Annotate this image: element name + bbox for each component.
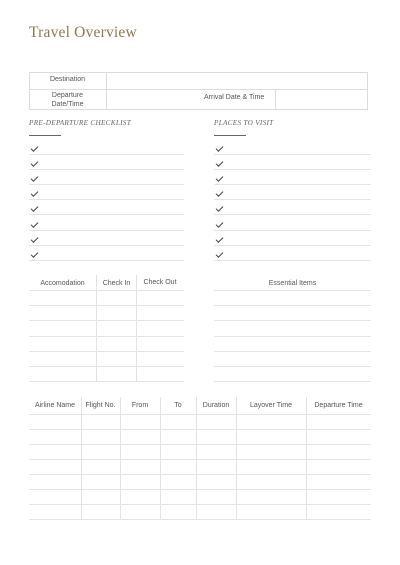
flight-header-departure-time: Departure Time: [314, 402, 363, 409]
flight-column-divider: [120, 397, 121, 519]
flight-row-rule: [29, 519, 371, 520]
essentials-row-rule: [214, 366, 371, 367]
places-item[interactable]: [214, 185, 371, 199]
flight-row-rule: [29, 474, 371, 475]
flight-row-rule: [29, 459, 371, 460]
places-item[interactable]: [214, 155, 371, 169]
checklist-item[interactable]: [29, 185, 184, 199]
departure-label: Departure Date/Time: [51, 92, 84, 108]
accommodation-row-rule: [29, 320, 184, 321]
essentials-row-rule: [214, 290, 371, 291]
checklist-item[interactable]: [29, 140, 184, 154]
accommodation-row-rule: [29, 336, 184, 337]
arrival-field[interactable]: [276, 90, 366, 109]
flight-header-flight-no: Flight No.: [85, 402, 116, 409]
flight-column-divider: [306, 397, 307, 519]
flight-header-from: From: [131, 402, 149, 409]
places-title-rule: [214, 135, 246, 136]
essentials-row-rule: [214, 305, 371, 306]
flight-header-duration: Duration: [202, 402, 230, 409]
check-in-header: Check In: [102, 280, 131, 287]
essentials-row-rule: [214, 336, 371, 337]
checklist-title-rule: [29, 135, 61, 136]
essentials-row-rule: [214, 320, 371, 321]
essentials-row-rule: [214, 381, 371, 382]
arrival-label: Arrival Date & Time: [204, 94, 265, 101]
places-item[interactable]: [214, 200, 371, 214]
checklist-item[interactable]: [29, 155, 184, 169]
destination-field[interactable]: [107, 73, 366, 89]
checklist-item[interactable]: [29, 200, 184, 214]
accommodation-row-rule: [29, 381, 184, 382]
flight-row-rule: [29, 429, 371, 430]
places-item[interactable]: [214, 246, 371, 260]
flight-row-rule: [29, 489, 371, 490]
places-item[interactable]: [214, 170, 371, 184]
checklist-title: PRE-DEPARTURE CHECKLIST: [29, 119, 131, 127]
essentials-row-rule: [214, 351, 371, 352]
flight-header-to: To: [174, 402, 182, 409]
places-rule: [214, 260, 371, 261]
places-item[interactable]: [214, 216, 371, 230]
checklist-item[interactable]: [29, 246, 184, 260]
overview-border-bottom: [29, 109, 367, 110]
places-item[interactable]: [214, 231, 371, 245]
flight-row-rule: [29, 414, 371, 415]
flight-column-divider: [236, 397, 237, 519]
flight-header-layover-time: Layover Time: [249, 402, 293, 409]
accommodation-row-rule: [29, 366, 184, 367]
check-out-header: Check Out: [143, 279, 177, 286]
places-title: PLACES TO VISIT: [214, 119, 274, 127]
flight-header-airline-name: Airline Name: [34, 402, 76, 409]
checklist-item[interactable]: [29, 170, 184, 184]
accommodation-row-rule: [29, 351, 184, 352]
departure-field[interactable]: [107, 90, 197, 109]
places-item[interactable]: [214, 140, 371, 154]
flight-row-rule: [29, 444, 371, 445]
flight-column-divider: [160, 397, 161, 519]
flight-column-divider: [81, 397, 82, 519]
page-title: Travel Overview: [29, 24, 137, 41]
overview-border-right: [367, 72, 368, 110]
essentials-header: Essential Items: [268, 280, 317, 287]
flight-column-divider: [196, 397, 197, 519]
checklist-rule: [29, 260, 184, 261]
accommodation-header: Accomodation: [40, 280, 85, 287]
flight-row-rule: [29, 504, 371, 505]
checklist-item[interactable]: [29, 216, 184, 230]
destination-label: Destination: [49, 76, 86, 83]
accommodation-row-rule: [29, 305, 184, 306]
checklist-item[interactable]: [29, 231, 184, 245]
accommodation-row-rule: [29, 290, 184, 291]
